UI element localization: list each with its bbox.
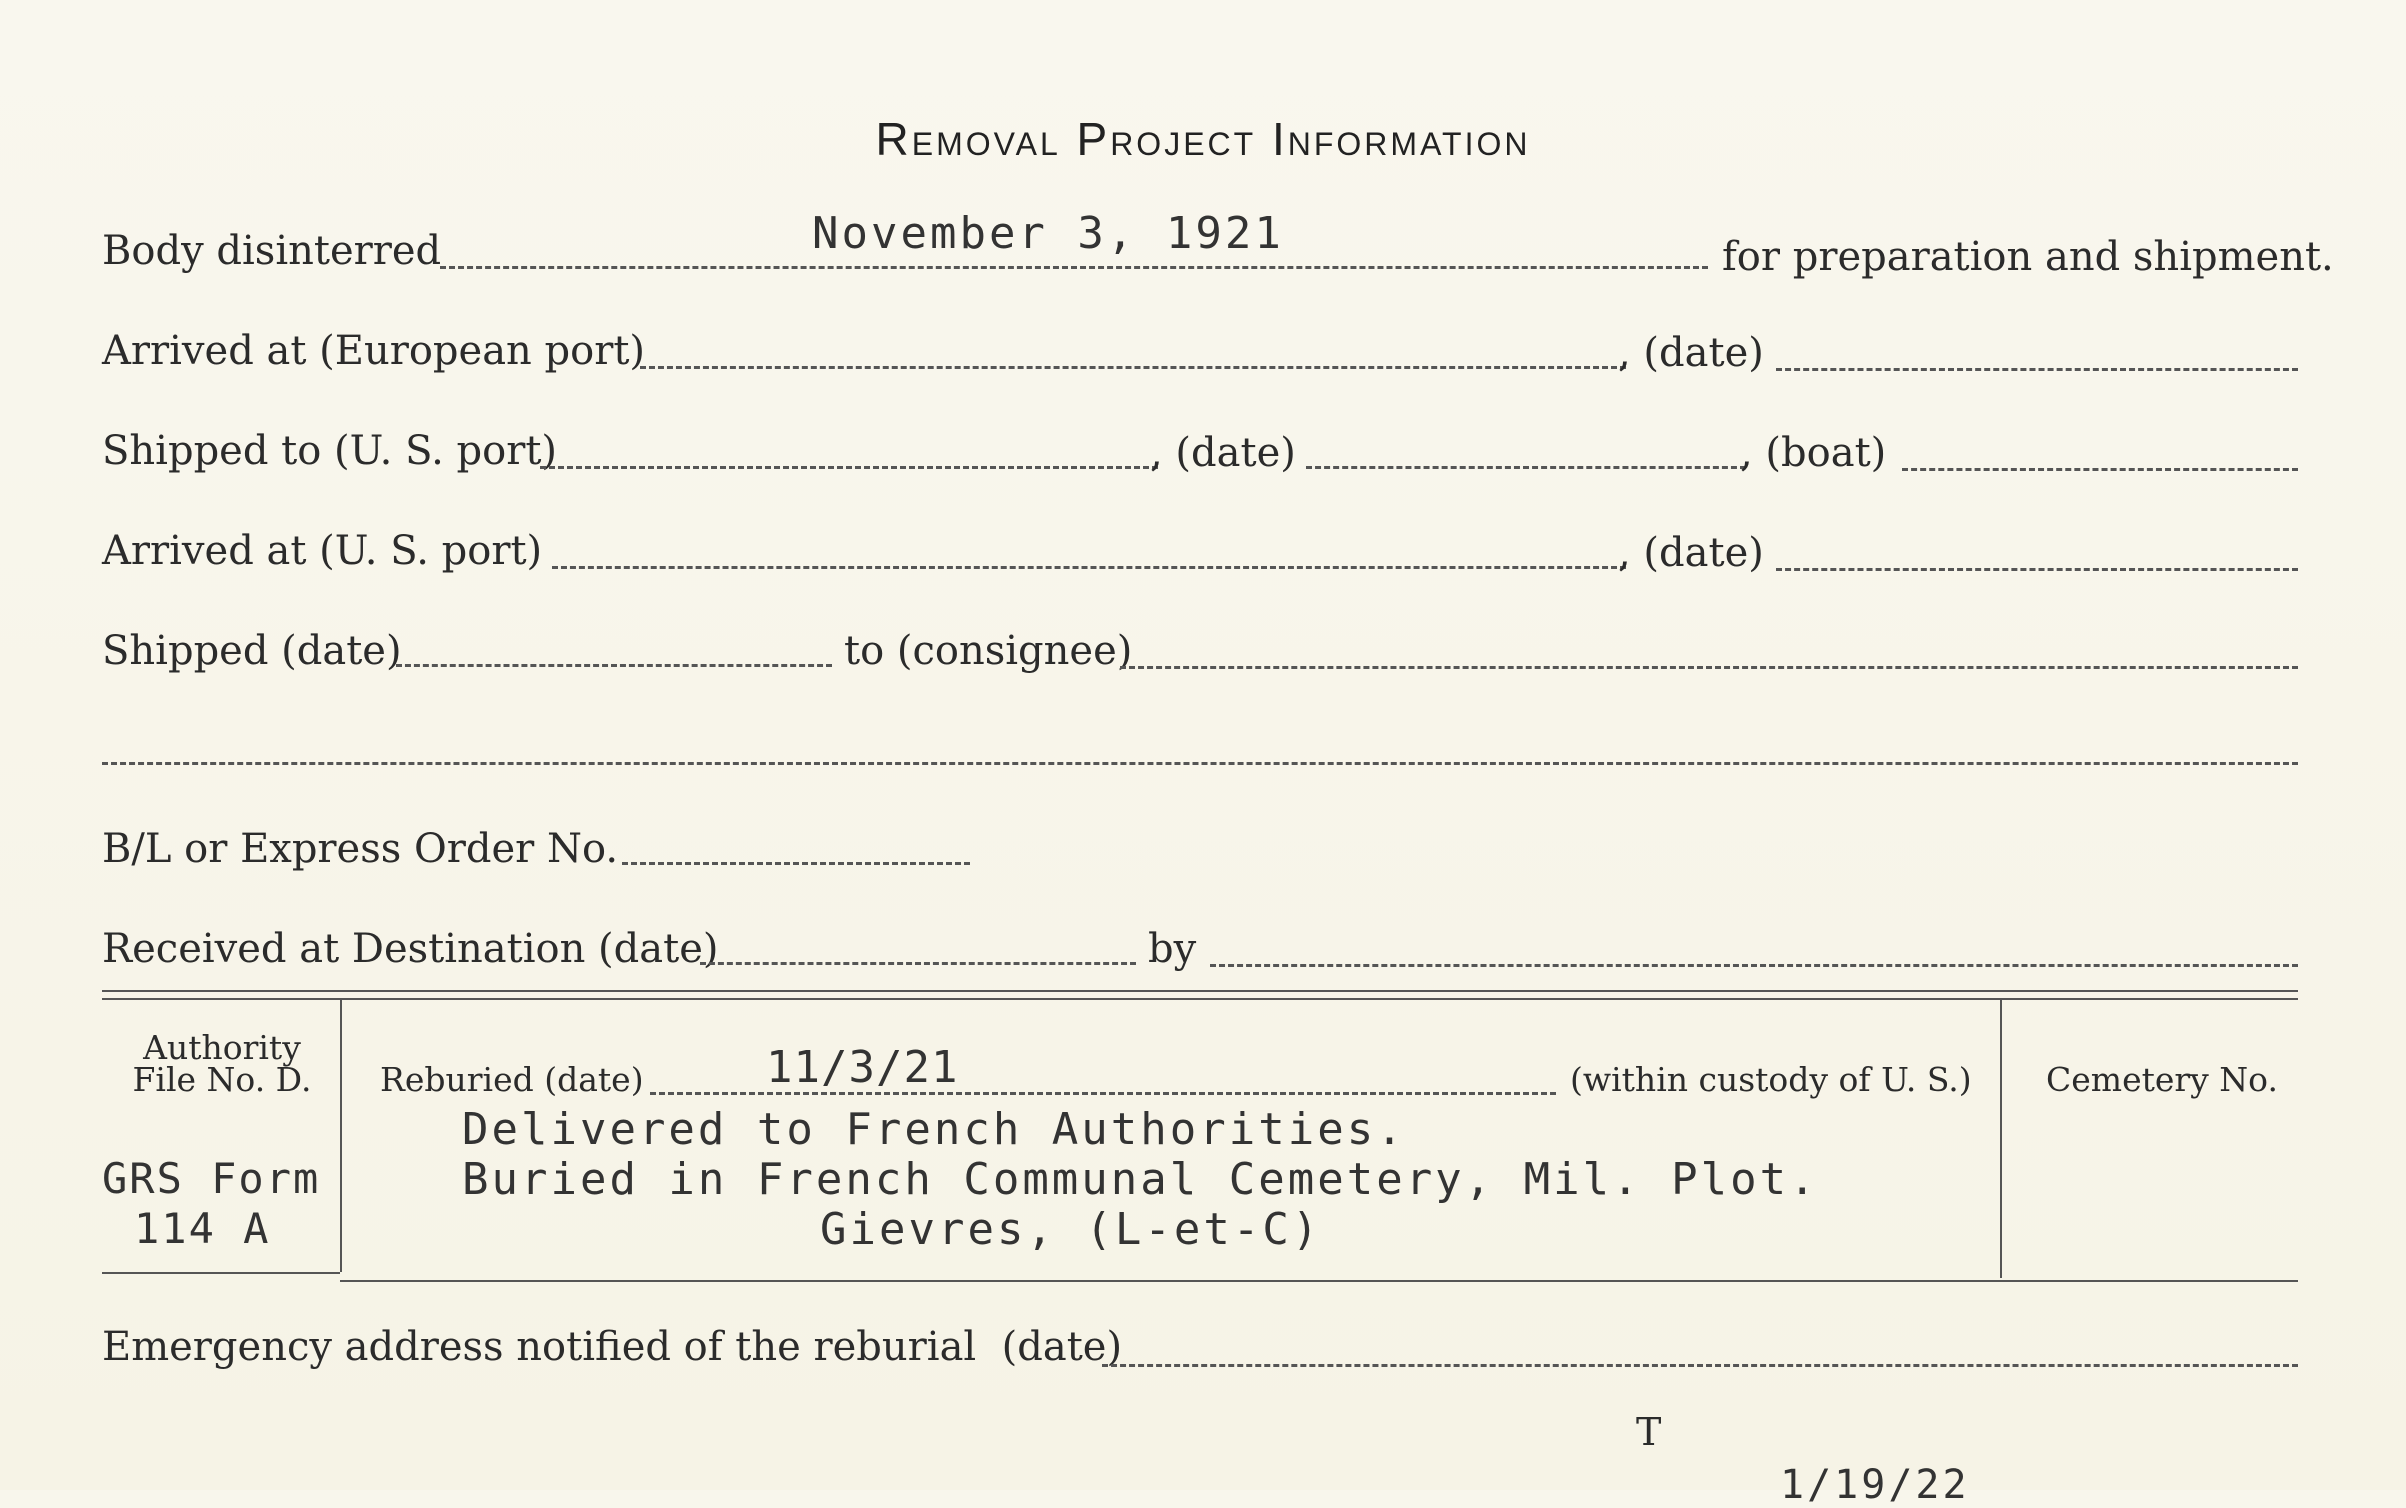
box-divider-left bbox=[340, 998, 342, 1272]
arrived-us-date-label: , (date) bbox=[1618, 530, 1764, 576]
grs-form-label: GRS Form bbox=[102, 1154, 321, 1203]
shipped-us-line bbox=[540, 466, 1158, 469]
box-bottom-rule-main bbox=[340, 1280, 2298, 1282]
typed-cemetery-location: Gievres, (L-et-C) bbox=[820, 1204, 1322, 1255]
footer-mark: T bbox=[1636, 1410, 1662, 1454]
received-by-label: by bbox=[1148, 926, 1197, 972]
consignee-label: to (consignee) bbox=[844, 628, 1133, 674]
body-disinterred-value: November 3, 1921 bbox=[812, 208, 1284, 259]
shipped-us-date-line bbox=[1306, 466, 1746, 469]
arrived-european-label: Arrived at (European port) bbox=[102, 328, 646, 374]
custody-label: (within custody of U. S.) bbox=[1570, 1060, 1972, 1099]
cemetery-no-label: Cemetery No. bbox=[2046, 1060, 2278, 1099]
emergency-label: Emergency address notified of the reburial (date) bbox=[102, 1324, 1123, 1370]
consignee-line bbox=[1120, 666, 2298, 669]
arrived-us-line bbox=[552, 566, 1626, 569]
body-disinterred-suffix: for preparation and shipment. bbox=[1722, 234, 2334, 280]
arrived-european-date-label: , (date) bbox=[1618, 330, 1764, 376]
shipped-us-boat-label: , (boat) bbox=[1740, 430, 1887, 476]
emergency-date-line bbox=[1102, 1364, 2298, 1367]
authority-label: Authority bbox=[143, 1028, 301, 1067]
grs-form-number: 114 A bbox=[134, 1204, 271, 1253]
reburied-label: Reburied (date) bbox=[380, 1060, 644, 1099]
received-label: Received at Destination (date) bbox=[102, 926, 719, 972]
received-date-line bbox=[700, 962, 1136, 965]
bl-order-line bbox=[622, 862, 970, 865]
box-divider-right bbox=[2000, 998, 2002, 1278]
form-title: Removal Project Information bbox=[875, 113, 1531, 165]
consignee-continuation-line bbox=[102, 762, 2298, 765]
bl-order-label: B/L or Express Order No. bbox=[102, 826, 619, 872]
arrived-european-date-line bbox=[1776, 368, 2298, 371]
body-disinterred-label: Body disinterred bbox=[102, 228, 442, 274]
shipped-date-label: Shipped (date) bbox=[102, 628, 402, 674]
box-bottom-rule bbox=[102, 1272, 340, 1274]
bottom-date: 1/19/22 bbox=[1780, 1462, 1970, 1508]
body-disinterred-line bbox=[440, 266, 1708, 269]
arrived-us-label: Arrived at (U. S. port) bbox=[102, 528, 543, 574]
typed-delivered-line: Delivered to French Authorities. bbox=[462, 1104, 1406, 1155]
shipped-us-boat-line bbox=[1902, 468, 2298, 471]
arrived-european-line bbox=[640, 366, 1626, 369]
typed-buried-line: Buried in French Communal Cemetery, Mil. Plot. bbox=[462, 1154, 1819, 1205]
reburied-date-value: 11/3/21 bbox=[766, 1042, 959, 1093]
shipped-us-date-label: , (date) bbox=[1150, 430, 1296, 476]
received-by-line bbox=[1210, 964, 2298, 967]
shipped-us-label: Shipped to (U. S. port) bbox=[102, 428, 557, 474]
file-no-label: File No. D. bbox=[132, 1060, 312, 1099]
shipped-date-line bbox=[396, 664, 832, 667]
arrived-us-date-line bbox=[1776, 568, 2298, 571]
box-top-rule-2 bbox=[102, 998, 2298, 1000]
box-top-rule bbox=[102, 990, 2298, 992]
